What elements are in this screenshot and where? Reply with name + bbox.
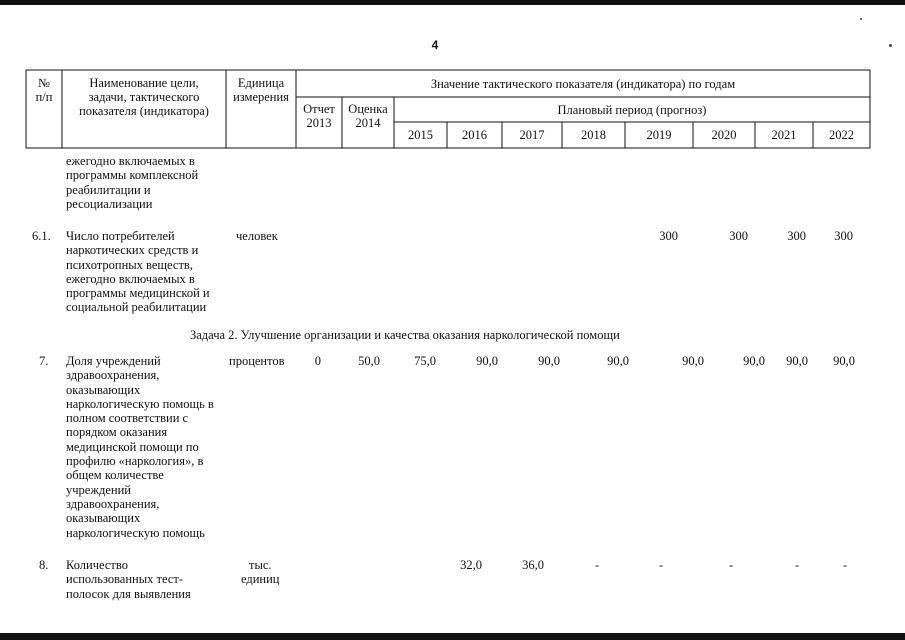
value-2015: 75,0	[414, 354, 436, 368]
row-unit: человек	[236, 229, 278, 243]
row-unit: тыс. единиц	[241, 558, 280, 587]
value-2020: 300	[729, 229, 748, 243]
row-indicator-name: Количество использованных тест- полосок для выявления	[66, 558, 191, 601]
header-indicator-name: Наименование цели, задачи, тактического показателя (индикатора)	[79, 76, 209, 118]
header-year-2018: 2018	[581, 128, 606, 142]
value-2022: 90,0	[833, 354, 855, 368]
value-2018: -	[595, 558, 600, 572]
value-2019: 300	[659, 229, 678, 243]
row-indicator-name: Число потребителей наркотических средств и психотропных веществ, ежегодно включаемых в программы медицинской и социальной реабилитации	[66, 229, 210, 315]
page-number: 4	[431, 38, 439, 52]
value-2017: 36,0	[522, 558, 544, 572]
header-number: № п/п	[35, 76, 53, 104]
value-2019: 90,0	[682, 354, 704, 368]
value-2016: 90,0	[476, 354, 498, 368]
value-2021: -	[795, 558, 800, 572]
task-heading: Задача 2. Улучшение организации и качества оказания наркологической помощи	[190, 328, 620, 342]
value-2021: 300	[787, 229, 806, 243]
value-2016: 32,0	[460, 558, 482, 572]
header-values-by-year: Значение тактического показателя (индикатора) по годам	[430, 77, 736, 91]
row-number: 6.1.	[32, 229, 51, 243]
row-indicator-name: Доля учреждений здравоохранения, оказывающих наркологическую помощь в полном соответствии с порядком оказания медицинской помощи по профилю «наркология», в общем количестве учреждений здравоохранения, оказывающих наркологическую помощь	[66, 354, 214, 540]
row-continuation-name: ежегодно включаемых в программы комплексной реабилитации и ресоциализации	[66, 154, 199, 211]
header-year-2017: 2017	[519, 128, 545, 142]
value-2017: 90,0	[538, 354, 560, 368]
header-year-2022: 2022	[829, 128, 854, 142]
row-number: 8.	[39, 558, 49, 572]
row-number: 7.	[39, 354, 49, 368]
header-year-2021: 2021	[771, 128, 797, 142]
bottom-border-rule	[0, 633, 905, 640]
value-2021: 90,0	[786, 354, 808, 368]
value-2022: -	[843, 558, 848, 572]
header-year-2016: 2016	[462, 128, 487, 142]
value-2020: 90,0	[743, 354, 765, 368]
value-2014: 50,0	[358, 354, 380, 368]
value-2019: -	[659, 558, 664, 572]
header-year-2019: 2019	[646, 128, 672, 142]
value-2013: 0	[314, 354, 321, 368]
value-2020: -	[729, 558, 734, 572]
header-unit: Единица измерения	[233, 76, 289, 104]
value-2018: 90,0	[607, 354, 629, 368]
value-2022: 300	[834, 229, 853, 243]
header-estimate-2014: Оценка 2014	[348, 102, 388, 130]
header-year-2020: 2020	[711, 128, 737, 142]
header-plan-period: Плановый период (прогноз)	[557, 103, 707, 117]
row-unit: процентов	[229, 354, 285, 368]
header-year-2015: 2015	[408, 128, 433, 142]
header-report-2013: Отчет 2013	[303, 102, 335, 130]
